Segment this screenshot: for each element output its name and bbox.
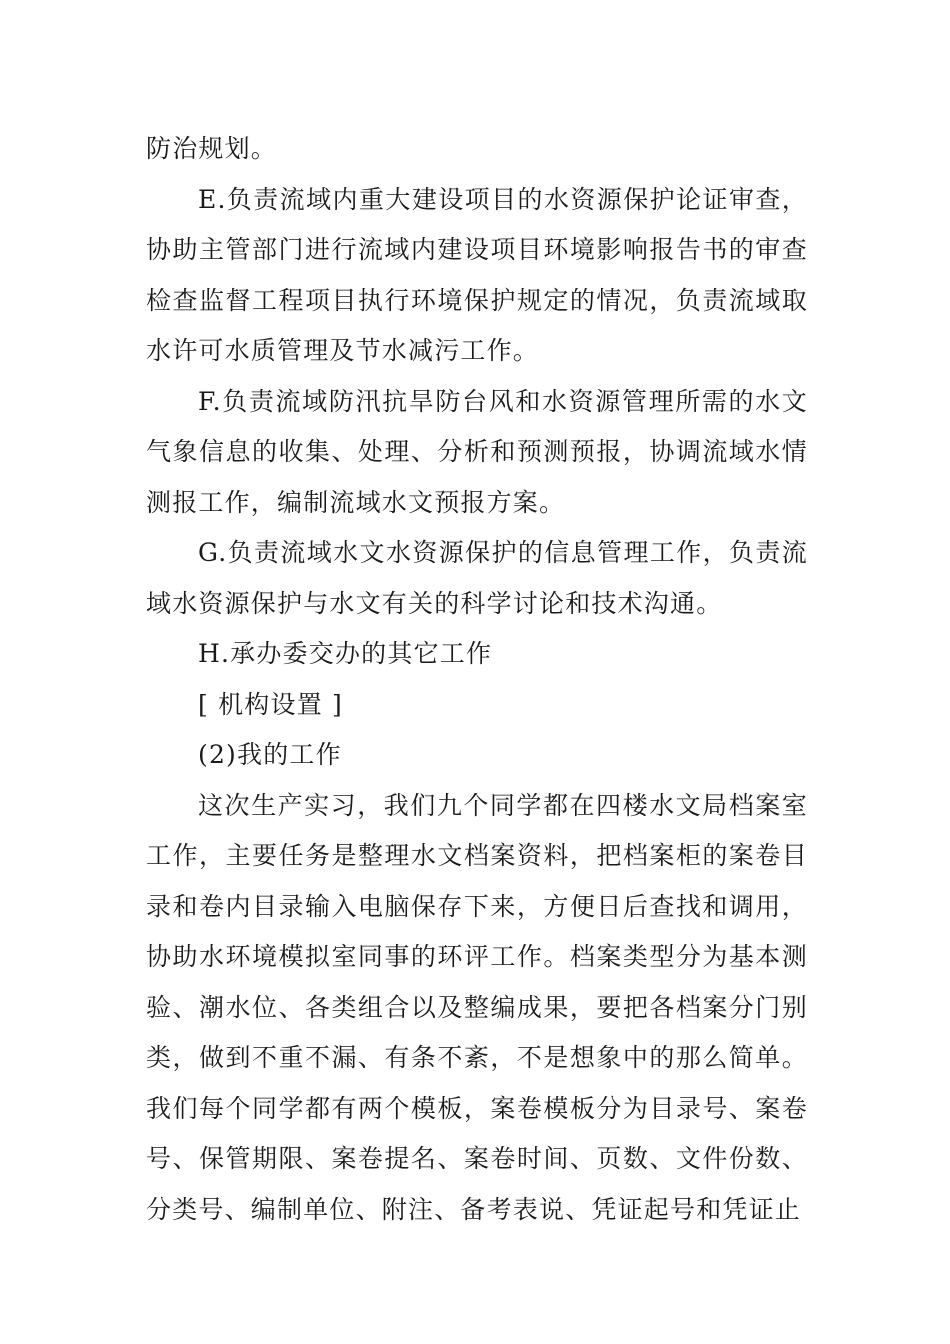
paragraph-prevention-plan: 防治规划。 <box>146 134 278 163</box>
body-text <box>146 124 808 1235</box>
paragraph-internship: 这次生产实习，我们九个同学都在四楼水文局档案室工作，主要任务是整理水文档案资料，把档案柜的案卷目录和卷内目录输入电脑保存下来，方便日后查找和调用，协助水环境模拟室同事的环评工作。档案类型分为基本测验、潮水位、各类组合以及整编成果，要把各档案分门别类，做到不重不漏、有条不紊，不是想象中的那么简单。我们每个同学都有两个模板，案卷模板分为目录号、案卷号、保管期限、案卷提名、案卷时间、页数、文件份数、分类号、编制单位、附注、备考表说、凭证起号和凭证止 <box>146 790 808 1224</box>
paragraph-item-f: F.负责流域防汛抗旱防台风和水资源管理所需的水文气象信息的收集、处理、分析和预测预报，协调流域水情测报工作，编制流域水文预报方案。 <box>146 386 808 517</box>
section-heading-organization: [ 机构设置 ] <box>198 689 344 719</box>
paragraph-item-g: G.负责流域水文水资源保护的信息管理工作，负责流域水资源保护与水文有关的科学讨论和技术沟通。 <box>146 538 808 618</box>
section-heading-my-work: (2)我的工作 <box>198 740 342 769</box>
paragraph-item-h: H.承办委交办的其它工作 <box>198 639 493 668</box>
paragraph-item-e: E.负责流域内重大建设项目的水资源保护论证审查，协助主管部门进行流域内建设项目环境影响报告书的审查检查监督工程项目执行环境保护规定的情况，负责流域取水许可水质管理及节水减污工作。 <box>146 184 808 365</box>
